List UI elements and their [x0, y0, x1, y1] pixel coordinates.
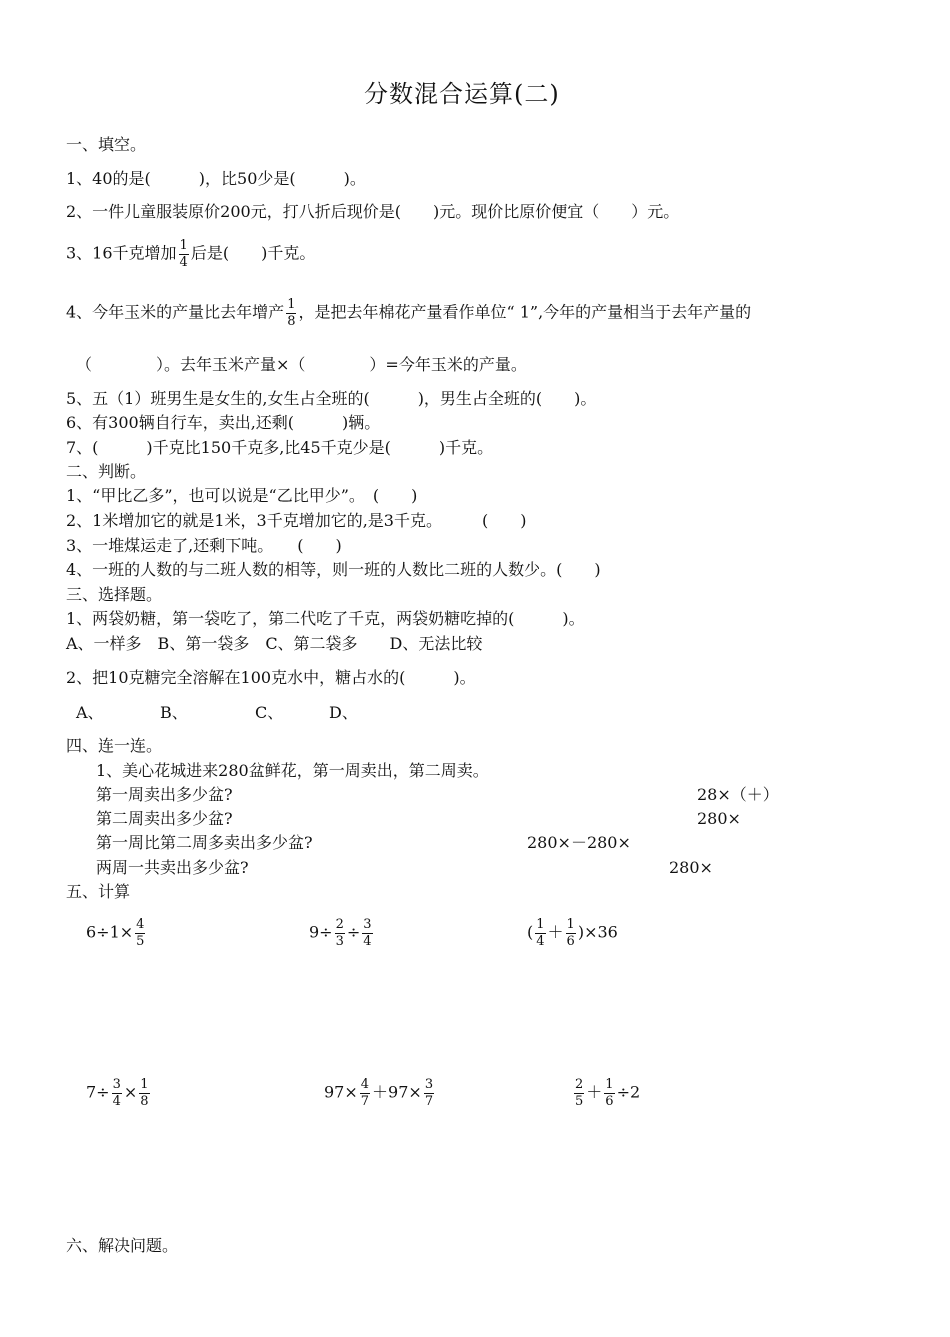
- s1-question-4-cont: （ ）。去年玉米产量×（ ）=今年玉米的产量。: [76, 355, 527, 374]
- s3-question-1-options: A、一样多 B、第一袋多 C、第二袋多 D、无法比较: [66, 634, 483, 653]
- calc-expression-3: ( $\frac{1}{4}$ ＋ $\frac{1}{6}$ )×36: [527, 917, 618, 949]
- page-title: 分数混合运算(二): [364, 80, 560, 108]
- section-1-heading: 一、填空。: [66, 135, 147, 154]
- s3-question-1: 1、两袋奶糖，第一袋吃了，第二代吃了千克，两袋奶糖吃掉的( )。: [66, 609, 585, 628]
- s3-q2-option-b: B、: [160, 703, 188, 722]
- s2-question-1: 1、“甲比乙多”，也可以说是“乙比甲少”。 ( ): [66, 486, 418, 505]
- s2-question-2: 2、1米增加它的就是1米，3千克增加它的,是3千克。 ( ): [66, 511, 527, 530]
- fraction: $\frac{1}{8}$: [140, 1077, 149, 1109]
- calc-expression-2: 9÷ $\frac{2}{3}$ ÷ $\frac{3}{4}$: [309, 917, 372, 949]
- fraction: $\frac{3}{4}$: [363, 917, 372, 949]
- section-3-heading: 三、选择题。: [66, 585, 163, 604]
- s4-left-item: 两周一共卖出多少盆?: [96, 858, 249, 877]
- calc-expression-4: 7÷ $\frac{3}{4}$ × $\frac{1}{8}$: [86, 1077, 149, 1109]
- s1-question-5: 5、五（1）班男生是女生的,女生占全班的( )，男生占全班的( )。: [66, 389, 597, 408]
- fraction: $\frac{1}{6}$: [605, 1077, 614, 1109]
- s1-q3-text-a: 3、16千克增加: [66, 243, 177, 263]
- s1-question-6: 6、有300辆自行车，卖出,还剩( )辆。: [66, 413, 381, 432]
- s2-question-4: 4、一班的人数的与二班人数的相等，则一班的人数比二班的人数少。( ): [66, 560, 601, 579]
- calc-expression-5: 97× $\frac{4}{7}$ ＋97× $\frac{3}{7}$: [324, 1077, 434, 1109]
- fraction: $\frac{1}{8}$: [287, 297, 296, 329]
- fraction: $\frac{2}{5}$: [575, 1077, 584, 1109]
- s1-question-7: 7、( )千克比150千克多,比45千克少是( )千克。: [66, 438, 494, 457]
- fraction: $\frac{2}{3}$: [335, 917, 344, 949]
- s4-right-item: 280×－280×: [527, 833, 631, 852]
- s4-left-item: 第二周卖出多少盆?: [96, 809, 233, 828]
- calc-expression-1: 6÷1× $\frac{4}{5}$: [86, 917, 145, 949]
- fraction: $\frac{1}{4}$: [179, 238, 188, 270]
- s2-question-3: 3、一堆煤运走了,还剩下吨。 ( ): [66, 536, 342, 555]
- fraction: $\frac{1}{4}$: [536, 917, 545, 949]
- s1-question-3: [66, 239, 315, 269]
- s1-q3-text-b: 后是( )千克。: [190, 243, 316, 263]
- fraction: $\frac{3}{4}$: [112, 1077, 121, 1109]
- s4-right-item: 280×: [697, 809, 741, 828]
- section-4-heading: 四、连一连。: [66, 736, 163, 755]
- fraction: $\frac{4}{7}$: [360, 1077, 370, 1109]
- fraction: $\frac{4}{5}$: [136, 917, 145, 949]
- section-2-heading: 二、判断。: [66, 462, 147, 481]
- s4-left-item: 第一周比第二周多卖出多少盆?: [96, 833, 313, 852]
- s3-q2-option-a: A、: [76, 703, 104, 722]
- s3-q2-option-c: C、: [255, 703, 284, 722]
- s4-right-item: 280×: [669, 858, 713, 877]
- s1-question-2: 2、一件儿童服装原价200元，打八折后现价是( )元。现价比原价便宜（ ）元。: [66, 202, 680, 221]
- s4-right-item: 28×（＋）: [697, 785, 779, 804]
- s3-q2-option-d: D、: [329, 703, 358, 722]
- s4-question-1: 1、美心花城进来280盆鲜花，第一周卖出，第二周卖。: [96, 761, 489, 780]
- s1-q4-text-a: 4、今年玉米的产量比去年增产: [66, 302, 285, 322]
- s1-question-4: [66, 298, 751, 328]
- s4-left-item: 第一周卖出多少盆?: [96, 785, 233, 804]
- s1-q4-text-b: ，是把去年棉花产量看作单位“ 1”,今年的产量相当于去年产量的: [298, 302, 752, 322]
- s3-question-2: 2、把10克糖完全溶解在100克水中，糖占水的( )。: [66, 668, 476, 687]
- fraction: $\frac{1}{6}$: [566, 917, 575, 949]
- s1-question-1: 1、40的是( )，比50少是( )。: [66, 169, 366, 188]
- calc-expression-6: $\frac{2}{5}$ ＋ $\frac{1}{6}$ ÷2: [575, 1077, 641, 1109]
- section-6-heading: 六、解决问题。: [66, 1236, 179, 1255]
- section-5-heading: 五、计算: [66, 882, 131, 901]
- fraction: $\frac{3}{7}$: [424, 1077, 434, 1109]
